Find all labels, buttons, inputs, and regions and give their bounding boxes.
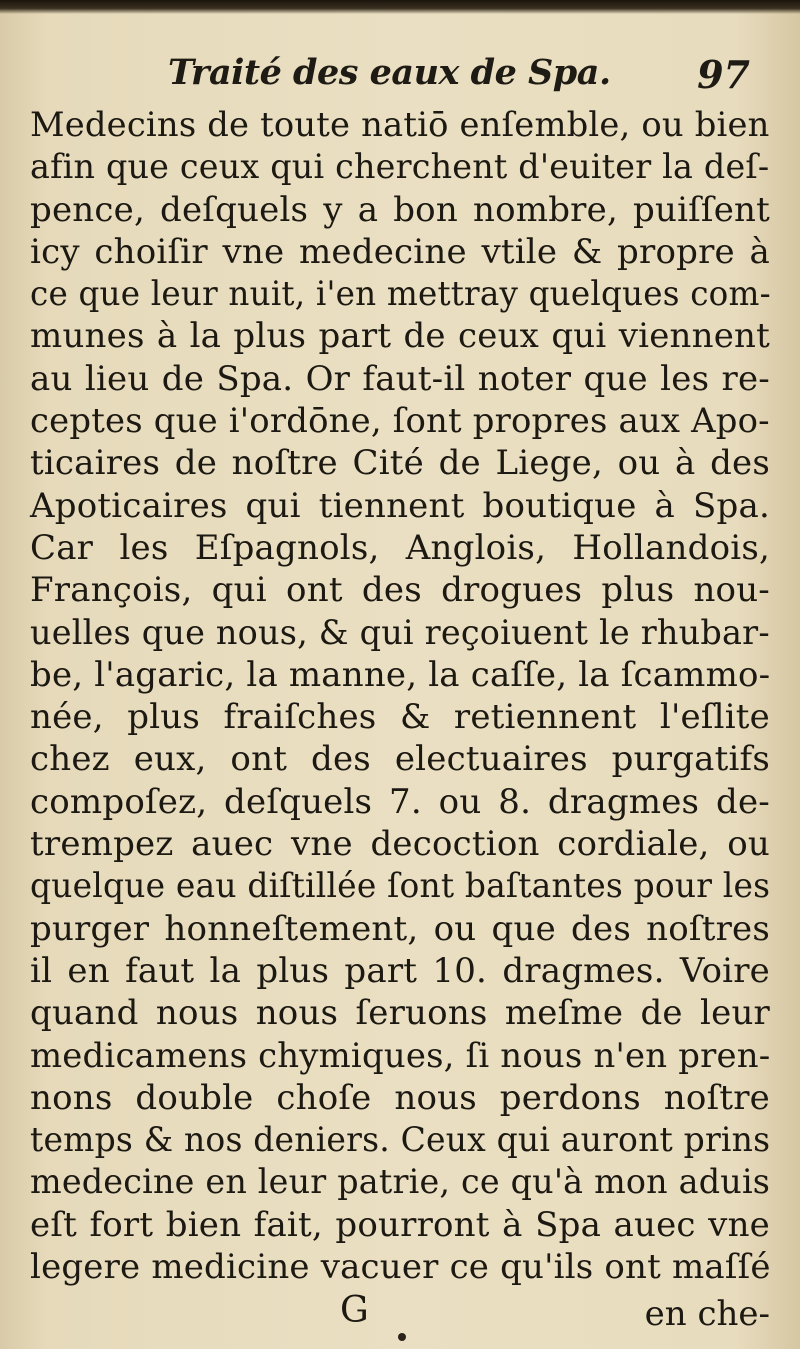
running-title: Traité des eaux de Spa. [168, 52, 611, 93]
text-line: quand nous nous ſeruons meſme de leur [30, 993, 770, 1034]
page-number: 97 [697, 52, 750, 97]
text-line: medecine en leur patrie, ce qu'à mon aduis [30, 1162, 771, 1203]
text-line: medicamens chymiques, ſi nous n'en pren- [30, 1035, 771, 1076]
text-line: née, plus fraiſches & retiennent l'eſlite [30, 697, 770, 738]
body-text [30, 104, 770, 1288]
text-line: au lieu de Spa. Or faut-il noter que les re- [30, 358, 770, 399]
page-header [168, 52, 768, 102]
text-line: be, l'agaric, la manne, la caſſe, la ſcammo- [30, 654, 771, 695]
text-line: nons double choſe nous perdons noſtre [30, 1077, 770, 1118]
text-line: Apoticaires qui tiennent boutique à Spa. [30, 485, 770, 526]
text-line: ceptes que i'ordōne, ſont propres aux Apo- [30, 401, 770, 442]
ink-dot [398, 1333, 406, 1341]
text-line: quelque eau diſtillée ſont baſtantes pour les [30, 866, 771, 907]
text-line: compoſez, deſquels 7. ou 8. dragmes de- [30, 781, 770, 822]
catchword: en che- [644, 1294, 770, 1334]
text-line: pence, deſquels y a bon nombre, puiſſent [30, 189, 770, 230]
text-line: temps & nos deniers. Ceux qui auront prins [30, 1120, 771, 1161]
text-line: Car les Eſpagnols, Anglois, Hollandois, [30, 527, 770, 568]
text-line: munes à la plus part de ceux qui viennent [30, 316, 770, 357]
text-line: icy choiſir vne medecine vtile & propre à [30, 231, 770, 272]
text-line: ticaires de noſtre Cité de Liege, ou à des [30, 443, 770, 484]
text-line: chez eux, ont des electuaires purgatifs [30, 739, 770, 780]
signature-mark: G [340, 1290, 369, 1331]
text-line: legere medicine vacuer ce qu'ils ont maſſé [30, 1247, 771, 1288]
text-line: ce que leur nuit, i'en mettray quelques com- [30, 274, 771, 315]
text-line: afin que ceux qui cherchent d'euiter la deſ- [30, 147, 770, 188]
text-line: eſt fort bien fait, pourront à Spa auec vne [30, 1204, 770, 1245]
text-line: purger honneſtement, ou que des noſtres [30, 908, 770, 949]
text-line: il en faut la plus part 10. dragmes. Voire [30, 950, 770, 991]
text-line: François, qui ont des drogues plus nou- [30, 570, 770, 611]
page-footer [30, 1290, 770, 1338]
text-line: trempez auec vne decoction cordiale, ou [30, 824, 770, 865]
text-line: uelles que nous, & qui reçoiuent le rhubar- [30, 612, 770, 653]
page-top-edge [0, 0, 800, 14]
text-line: Medecins de toute natiō enſemble, ou bien [30, 105, 770, 145]
